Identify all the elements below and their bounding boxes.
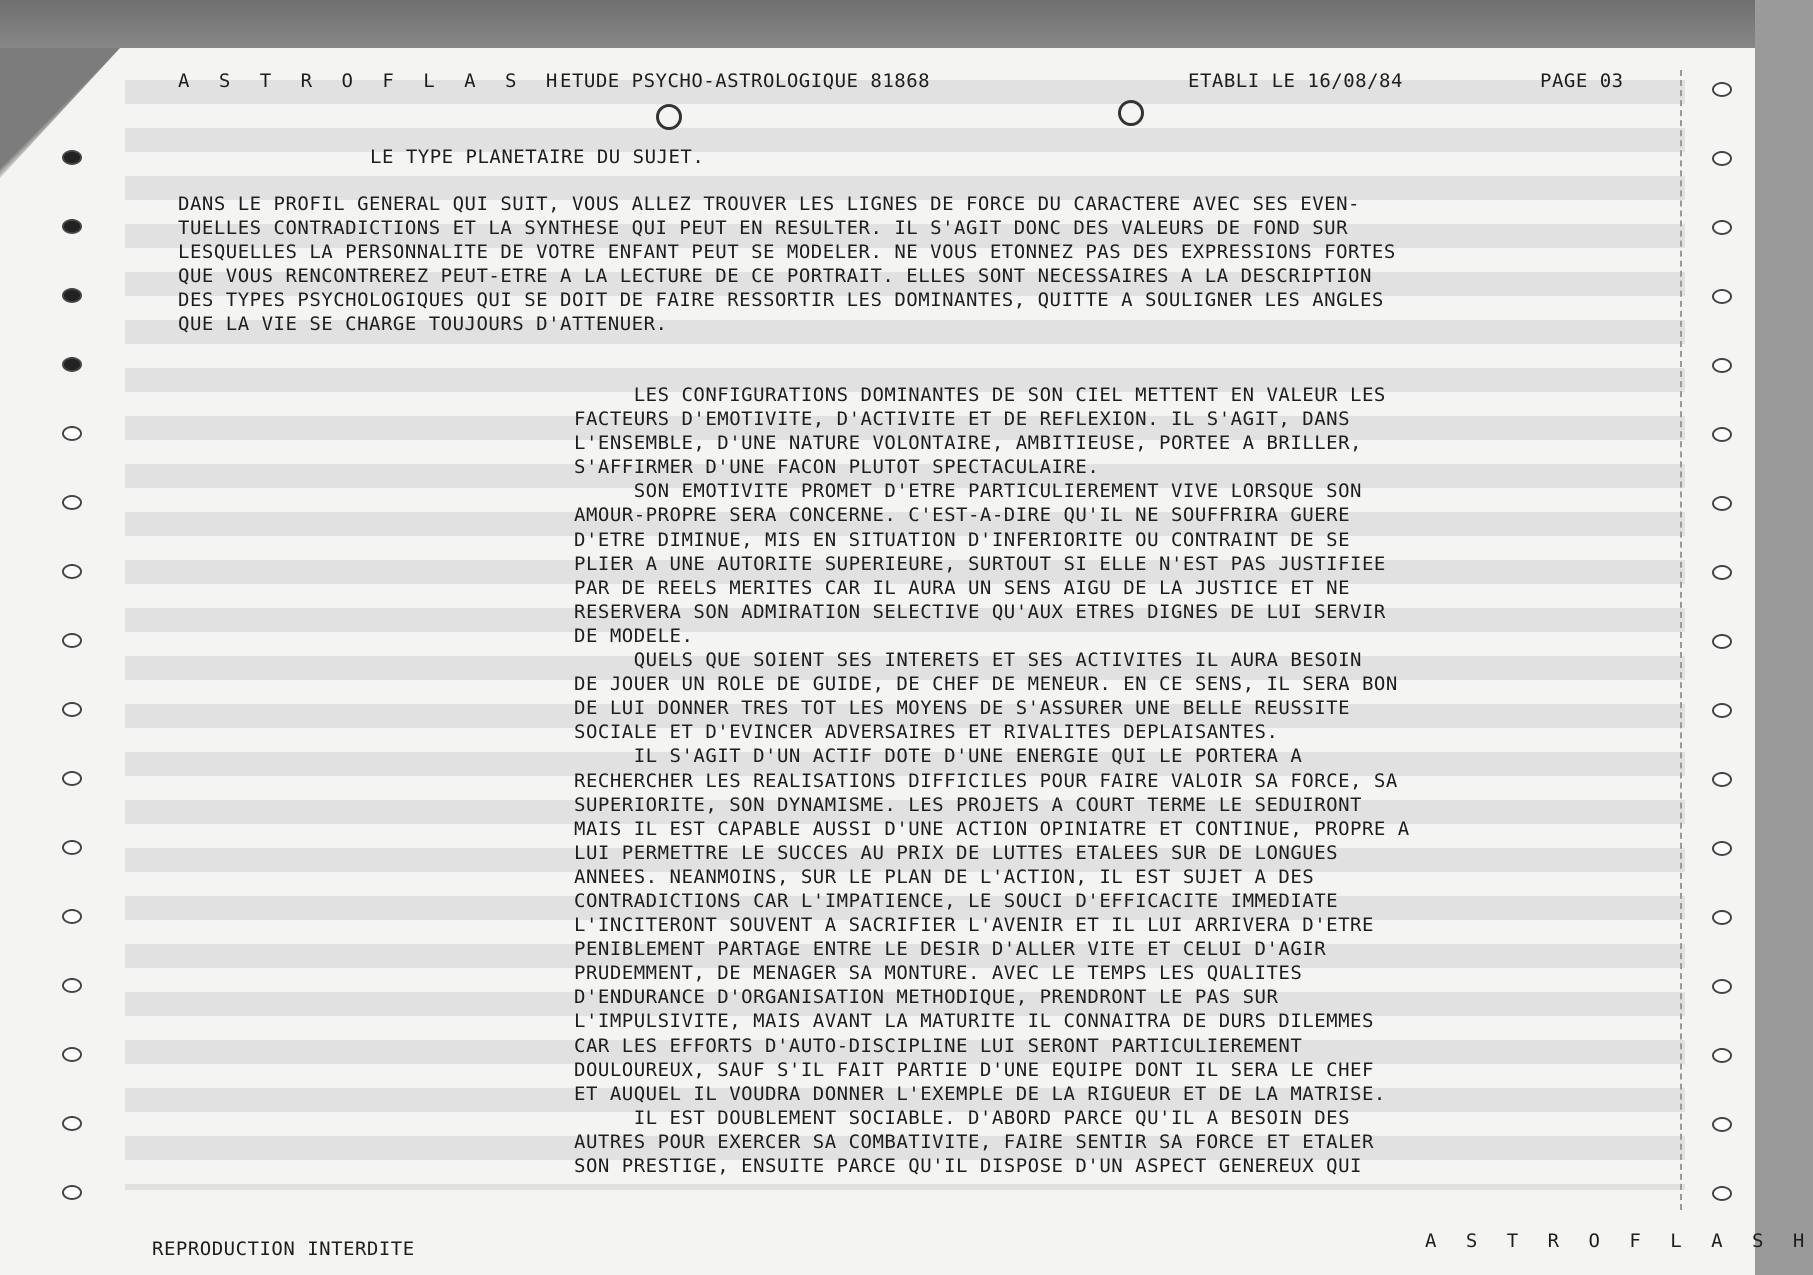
header-date: ETABLI LE 16/08/84	[1188, 70, 1403, 92]
header-study: ETUDE PSYCHO-ASTROLOGIQUE 81868	[560, 70, 931, 92]
footer-left: REPRODUCTION INTERDITE	[152, 1238, 415, 1260]
body-text: LES CONFIGURATIONS DOMINANTES DE SON CIEL METTENT EN VALEUR LES FACTEURS D'EMOTIVITE, D'ACTIVITE ET DE REFLEXION. IL S'AGIT, DANS L'ENSEMBLE, D'UNE NATURE VOLONTAIRE, AMBITIEUSE, PORTEE A BRILLER, S'AFFIRMER D'UNE FACON PLUTOT SPECTACULAIRE. SON EMOTIVITE PROMET D'ETRE PARTICULIEREMENT VIVE LORSQUE SON AMOUR-PROPRE SERA CONCERNE. C'EST-A-DIRE QU'IL NE SOUFFRIRA GUERE D'ETRE DIMINUE, MIS EN SITUATION D'INFERIORITE OU CONTRAINT DE SE PLIER A UNE AUTORITE SUPERIEURE, SURTOUT SI ELLE N'EST PAS JUSTIFIEE PAR DE REELS MERITES CAR IL AURA UN SENS AIGU DE LA JUSTICE ET NE RESERVERA SON ADMIRATION SELECTIVE QU'AUX ETRES DIGNES DE LUI SERVIR DE MODELE. QUELS QUE SOIENT SES INTERETS ET SES ACTIVITES IL AURA BESOIN DE JOUER UN ROLE DE GUIDE, DE CHEF DE MENEUR. EN CE SENS, IL SERA BON DE LUI DONNER TRES TOT LES MOYENS DE S'ASSURER UNE BELLE REUSSITE SOCIALE ET D'EVINCER ADVERSAIRES ET RIVALITES DEPLAISANTES. IL S'AGIT D'UN ACTIF DOTE D'UNE ENERGIE QUI LE PORTERA A RECHERCHER LES REALISATIONS DIFFICILES POUR FAIRE VALOIR SA FORCE, SA SUPERIORITE, SON DYNAMISME. LES PROJETS A COURT TERME LE SEDUIRONT MAIS IL EST CAPABLE AUSSI D'UNE ACTION OPINIATRE ET CONTINUE, PROPRE A LUI PERMETTRE LE SUCCES AU PRIX DE LUTTES ETALEES SUR DE LONGUES ANNEES. NEANMOINS, SUR LE PLAN DE L'ACTION, IL EST SUJET A DES CONTRADICTIONS CAR L'IMPATIENCE, LE SOUCI D'EFFICACITE IMMEDIATE L'INCITERONT SOUVENT A SACRIFIER L'AVENIR ET IL LUI ARRIVERA D'ETRE PENIBLEMENT PARTAGE ENTRE LE DESIR D'ALLER VITE ET CELUI D'AGIR PRUDEMMENT, DE MENAGER SA MONTURE. AVEC LE TEMPS LES QUALITES D'ENDURANCE D'ORGANISATION METHODIQUE, PRENDRONT LE PAS SUR L'IMPULSIVITE, MAIS AVANT LA MATURITE IL CONNAITRA DE DURS DILEMMES CAR LES EFFORTS D'AUTO-DISCIPLINE LUI SERONT PARTICULIEREMENT DOULOUREUX, SAUF S'IL FAIT PARTIE D'UNE EQUIPE DONT IL SERA LE CHEF ET AUQUEL IL VOUDRA DONNER L'EXEMPLE DE LA RIGUEUR ET DE LA MATRISE. IL EST DOUBLEMENT SOCIABLE. D'ABORD PARCE QU'IL A BESOIN DES AUTRES POUR EXERCER SA COMBATIVITE, FAIRE SENTIR SA FORCE ET ETALER SON PRESTIGE, ENSUITE PARCE QU'IL DISPOSE D'UN ASPECT GENEREUX QUI	[574, 384, 1410, 1177]
header-brand: A S T R O F L A S H	[178, 70, 567, 92]
footer-brand: A S T R O F L A S H	[1425, 1230, 1813, 1252]
header-page: PAGE 03	[1540, 70, 1624, 92]
intro-paragraph: DANS LE PROFIL GENERAL QUI SUIT, VOUS ALLEZ TROUVER LES LIGNES DE FORCE DU CARACTERE AVEC SES EVEN- TUELLES CONTRADICTIONS ET LA SYNTHESE QUI PEUT EN RESULTER. IL S'AGIT DONC DES VALEURS DE FOND SUR LESQUELLES LA PERSONNALITE DE VOTRE ENFANT PEUT SE MODELER. NE VOUS ETONNEZ PAS DES EXPRESSIONS FORTES QUE VOUS RENCONTREREZ PEUT-ETRE A LA LECTURE DE CE PORTRAIT. ELLES SONT NECESSAIRES A LA DESCRIPTION DES TYPES PSYCHOLOGIQUES QUI SE DOIT DE FAIRE RESSORTIR LES DOMINANTES, QUITTE A SOULIGNER LES ANGLES QUE LA VIE SE CHARGE TOUJOURS D'ATTENUER.	[178, 193, 1396, 335]
section-title: LE TYPE PLANETAIRE DU SUJET.	[370, 146, 705, 168]
